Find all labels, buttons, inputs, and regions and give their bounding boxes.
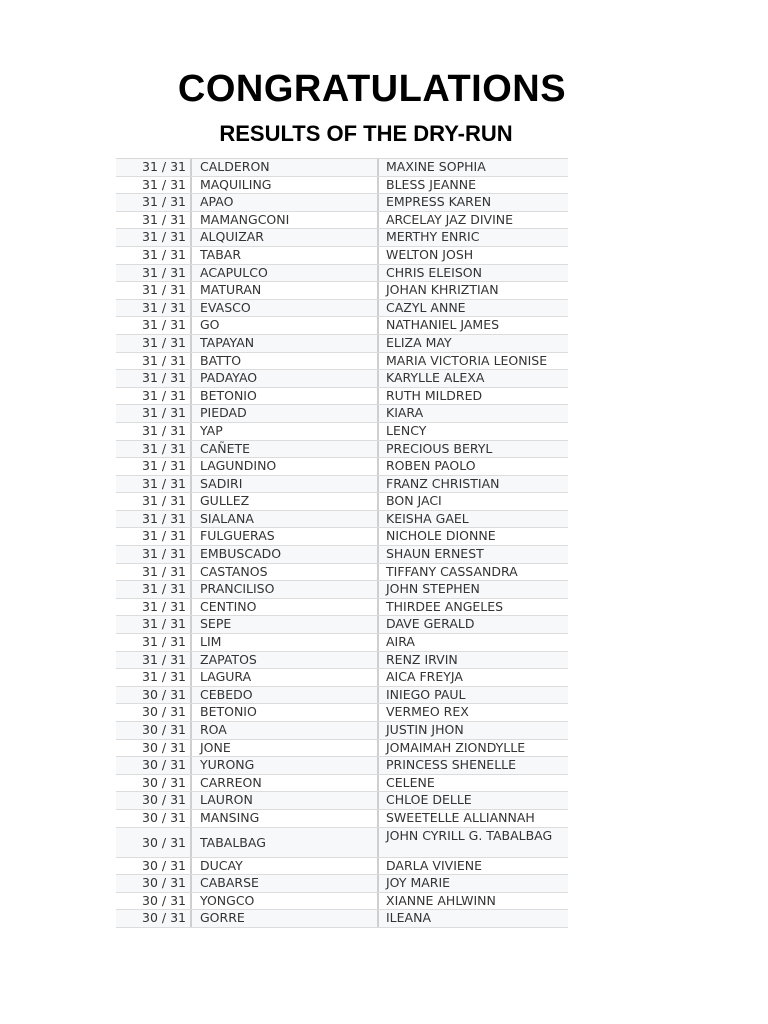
- table-row: [116, 546, 568, 564]
- score-cell: 31 / 31: [116, 511, 192, 528]
- score-cell: 31 / 31: [116, 405, 192, 422]
- first-name-cell: BON JACI: [386, 493, 442, 509]
- last-name-cell: GORRE: [192, 910, 379, 927]
- score-cell: 31 / 31: [116, 581, 192, 598]
- first-name-cell: MERTHY ENRIC: [386, 229, 480, 245]
- score-cell: 30 / 31: [116, 792, 192, 809]
- first-name-cell: RENZ IRVIN: [386, 651, 458, 667]
- score-cell: 31 / 31: [116, 441, 192, 458]
- last-name-cell: SIALANA: [192, 511, 379, 528]
- score-cell: 31 / 31: [116, 282, 192, 299]
- table-row: [116, 740, 568, 758]
- first-name-cell: PRECIOUS BERYL: [386, 440, 493, 456]
- last-name-cell: CAÑETE: [192, 441, 379, 458]
- table-row: [116, 317, 568, 335]
- table-row: [116, 581, 568, 599]
- last-name-cell: CASTANOS: [192, 564, 379, 581]
- table-row: [116, 634, 568, 652]
- table-row: [116, 194, 568, 212]
- first-name-cell: EMPRESS KAREN: [386, 194, 492, 210]
- table-row: [116, 159, 568, 177]
- table-row: [116, 564, 568, 582]
- last-name-cell: CENTINO: [192, 599, 379, 616]
- last-name-cell: CALDERON: [192, 159, 379, 176]
- table-row: [116, 247, 568, 265]
- first-name-cell: JOHAN KHRIZTIAN: [386, 282, 499, 298]
- first-name-cell: KIARA: [386, 405, 424, 421]
- first-name-cell: ILEANA: [386, 910, 432, 926]
- score-cell: 30 / 31: [116, 775, 192, 792]
- last-name-cell: CABARSE: [192, 875, 379, 892]
- last-name-cell: TABAR: [192, 247, 379, 264]
- last-name-cell: TABALBAG: [192, 828, 379, 857]
- last-name-cell: DUCAY: [192, 858, 379, 875]
- first-name-cell: MAXINE SOPHIA: [386, 159, 486, 174]
- page-title: CONGRATULATIONS: [177, 68, 567, 110]
- last-name-cell: ROA: [192, 722, 379, 739]
- first-name-cell: ELIZA MAY: [386, 334, 452, 350]
- table-row: [116, 511, 568, 529]
- table-row: [116, 775, 568, 793]
- table-row: [116, 616, 568, 634]
- first-name-cell: WELTON JOSH: [386, 246, 474, 262]
- score-cell: 31 / 31: [116, 159, 192, 176]
- last-name-cell: CEBEDO: [192, 687, 379, 704]
- first-name-cell: NICHOLE DIONNE: [386, 528, 496, 544]
- first-name-cell: ROBEN PAOLO: [386, 458, 476, 474]
- last-name-cell: PADAYAO: [192, 370, 379, 387]
- score-cell: 31 / 31: [116, 370, 192, 387]
- first-name-cell: LENCY: [386, 422, 427, 438]
- table-row: [116, 423, 568, 441]
- score-cell: 31 / 31: [116, 528, 192, 545]
- last-name-cell: SEPE: [192, 616, 379, 633]
- table-row: [116, 441, 568, 459]
- first-name-cell: SWEETELLE ALLIANNAH: [386, 809, 535, 825]
- last-name-cell: PRANCILISO: [192, 581, 379, 598]
- score-cell: 31 / 31: [116, 599, 192, 616]
- first-name-cell: RUTH MILDRED: [386, 387, 483, 403]
- table-row: [116, 599, 568, 617]
- score-cell: 31 / 31: [116, 317, 192, 334]
- last-name-cell: GO: [192, 317, 379, 334]
- score-cell: 30 / 31: [116, 704, 192, 721]
- last-name-cell: LAGURA: [192, 669, 379, 686]
- table-row: [116, 669, 568, 687]
- score-cell: 30 / 31: [116, 687, 192, 704]
- table-row: [116, 476, 568, 494]
- score-cell: 31 / 31: [116, 335, 192, 352]
- last-name-cell: CARREON: [192, 775, 379, 792]
- score-cell: 31 / 31: [116, 265, 192, 282]
- last-name-cell: BETONIO: [192, 388, 379, 405]
- score-cell: 30 / 31: [116, 828, 192, 857]
- last-name-cell: YAP: [192, 423, 379, 440]
- first-name-cell: XIANNE AHLWINN: [386, 892, 496, 908]
- first-name-cell: FRANZ CHRISTIAN: [386, 475, 500, 491]
- score-cell: 30 / 31: [116, 875, 192, 892]
- first-name-cell: KARYLLE ALEXA: [386, 370, 485, 386]
- table-row: [116, 704, 568, 722]
- table-row: [116, 405, 568, 423]
- score-cell: 31 / 31: [116, 669, 192, 686]
- last-name-cell: ALQUIZAR: [192, 229, 379, 246]
- first-name-cell: CHLOE DELLE: [386, 792, 472, 808]
- first-name-cell: JOHN CYRILL G. TABALBAG: [386, 827, 553, 843]
- score-cell: 31 / 31: [116, 212, 192, 229]
- first-name-cell: PRINCESS SHENELLE: [386, 757, 517, 773]
- last-name-cell: APAO: [192, 194, 379, 211]
- score-cell: 31 / 31: [116, 247, 192, 264]
- table-row: [116, 335, 568, 353]
- first-name-cell: INIEGO PAUL: [386, 686, 466, 702]
- last-name-cell: ACAPULCO: [192, 265, 379, 282]
- table-row: [116, 528, 568, 546]
- last-name-cell: BETONIO: [192, 704, 379, 721]
- first-name-cell: CELENE: [386, 774, 435, 790]
- first-name-cell: JUSTIN JHON: [386, 722, 464, 737]
- last-name-cell: ZAPATOS: [192, 652, 379, 669]
- score-cell: 31 / 31: [116, 229, 192, 246]
- table-row: [116, 212, 568, 230]
- last-name-cell: MANSING: [192, 810, 379, 827]
- score-cell: 30 / 31: [116, 740, 192, 757]
- last-name-cell: FULGUERAS: [192, 528, 379, 545]
- score-cell: 31 / 31: [116, 564, 192, 581]
- score-cell: 31 / 31: [116, 194, 192, 211]
- score-cell: 30 / 31: [116, 757, 192, 774]
- first-name-cell: ARCELAY JAZ DIVINE: [386, 211, 514, 227]
- table-row: [116, 722, 568, 740]
- first-name-cell: THIRDEE ANGELES: [386, 598, 504, 614]
- score-cell: 30 / 31: [116, 810, 192, 827]
- score-cell: 31 / 31: [116, 300, 192, 317]
- first-name-cell: TIFFANY CASSANDRA: [386, 563, 518, 579]
- last-name-cell: LIM: [192, 634, 379, 651]
- score-cell: 31 / 31: [116, 423, 192, 440]
- score-cell: 31 / 31: [116, 458, 192, 475]
- last-name-cell: EVASCO: [192, 300, 379, 317]
- last-name-cell: GULLEZ: [192, 493, 379, 510]
- table-row: [116, 858, 568, 876]
- last-name-cell: YURONG: [192, 757, 379, 774]
- table-row: [116, 687, 568, 705]
- first-name-cell: JOY MARIE: [386, 875, 451, 891]
- last-name-cell: LAGUNDINO: [192, 458, 379, 475]
- results-table: [116, 158, 568, 928]
- score-cell: 31 / 31: [116, 616, 192, 633]
- table-row: [116, 828, 568, 858]
- score-cell: 30 / 31: [116, 722, 192, 739]
- score-cell: 31 / 31: [116, 476, 192, 493]
- table-row: [116, 875, 568, 893]
- table-row: [116, 910, 568, 928]
- score-cell: 31 / 31: [116, 493, 192, 510]
- first-name-cell: JOHN STEPHEN: [386, 581, 480, 597]
- last-name-cell: EMBUSCADO: [192, 546, 379, 563]
- table-row: [116, 177, 568, 195]
- first-name-cell: AIRA: [386, 634, 415, 650]
- table-row: [116, 388, 568, 406]
- table-row: [116, 652, 568, 670]
- table-row: [116, 792, 568, 810]
- table-row: [116, 810, 568, 828]
- table-row: [116, 282, 568, 300]
- first-name-cell: CAZYL ANNE: [386, 299, 466, 315]
- first-name-cell: VERMEO REX: [386, 704, 469, 720]
- score-cell: 31 / 31: [116, 652, 192, 669]
- table-row: [116, 757, 568, 775]
- table-row: [116, 458, 568, 476]
- table-row: [116, 493, 568, 511]
- first-name-cell: AICA FREYJA: [386, 669, 463, 685]
- table-row: [116, 300, 568, 318]
- score-cell: 30 / 31: [116, 858, 192, 875]
- last-name-cell: MAQUILING: [192, 177, 379, 194]
- score-cell: 30 / 31: [116, 910, 192, 927]
- last-name-cell: BATTO: [192, 353, 379, 370]
- score-cell: 31 / 31: [116, 634, 192, 651]
- last-name-cell: TAPAYAN: [192, 335, 379, 352]
- first-name-cell: SHAUN ERNEST: [386, 546, 484, 562]
- score-cell: 30 / 31: [116, 893, 192, 910]
- first-name-cell: BLESS JEANNE: [386, 176, 477, 192]
- score-cell: 31 / 31: [116, 353, 192, 370]
- last-name-cell: SADIRI: [192, 476, 379, 493]
- score-cell: 31 / 31: [116, 546, 192, 563]
- last-name-cell: JONE: [192, 740, 379, 757]
- score-cell: 31 / 31: [116, 177, 192, 194]
- last-name-cell: PIEDAD: [192, 405, 379, 422]
- score-cell: 31 / 31: [116, 388, 192, 405]
- first-name-cell: KEISHA GAEL: [386, 510, 469, 526]
- last-name-cell: YONGCO: [192, 893, 379, 910]
- last-name-cell: MAMANGCONI: [192, 212, 379, 229]
- first-name-cell: CHRIS ELEISON: [386, 264, 482, 280]
- first-name-cell: NATHANIEL JAMES: [386, 317, 500, 333]
- table-row: [116, 893, 568, 911]
- first-name-cell: DAVE GERALD: [386, 616, 475, 632]
- first-name-cell: MARIA VICTORIA LEONISE: [386, 352, 548, 368]
- table-row: [116, 229, 568, 247]
- first-name-cell: DARLA VIVIENE: [386, 857, 483, 873]
- first-name-cell: JOMAIMAH ZIONDYLLE: [386, 739, 526, 755]
- last-name-cell: LAURON: [192, 792, 379, 809]
- table-row: [116, 353, 568, 371]
- last-name-cell: MATURAN: [192, 282, 379, 299]
- table-row: [116, 265, 568, 283]
- table-row: [116, 370, 568, 388]
- page-subtitle: RESULTS OF THE DRY-RUN: [219, 121, 513, 146]
